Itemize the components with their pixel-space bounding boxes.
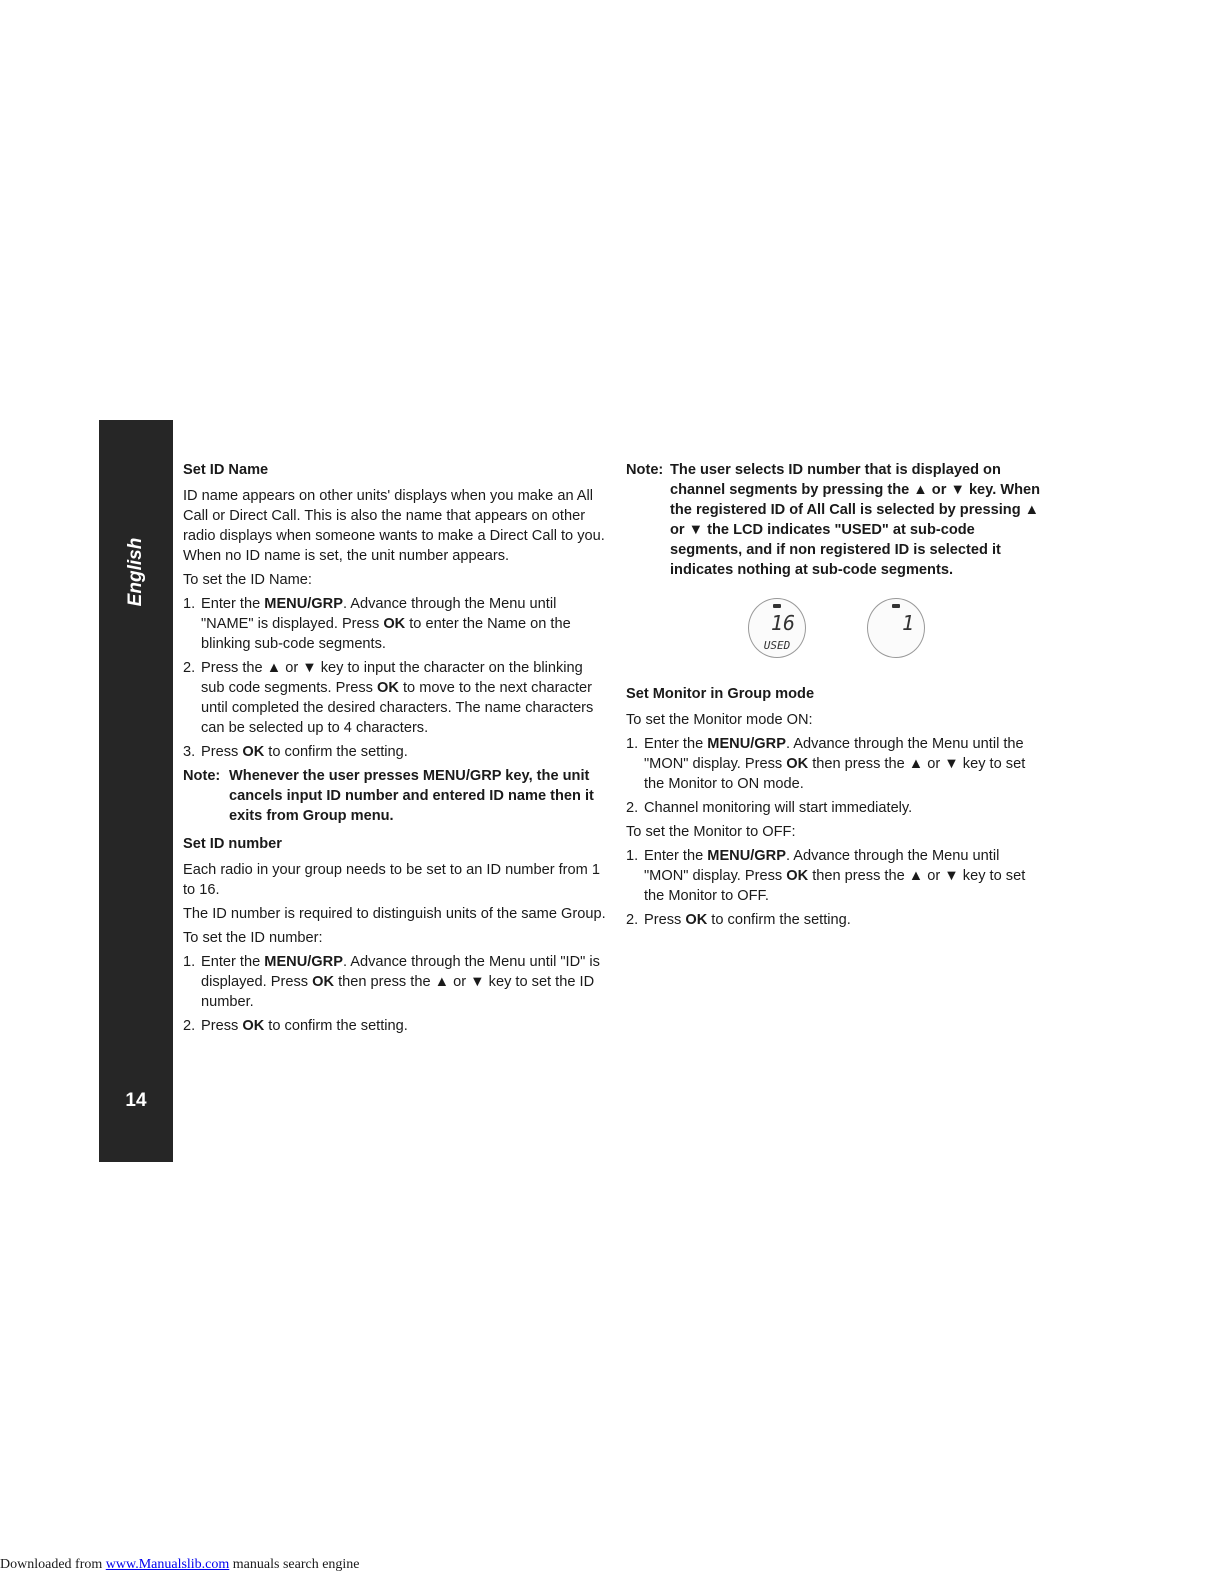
key-label: OK bbox=[377, 680, 399, 696]
step-number: 1. bbox=[626, 736, 639, 752]
step-item bbox=[626, 798, 1046, 818]
step-text: Enter the bbox=[644, 848, 708, 864]
section-title-set-id-name: Set ID Name bbox=[183, 462, 269, 478]
footer-prefix: Downloaded from bbox=[0, 1557, 106, 1572]
lcd-illustrations bbox=[626, 598, 1046, 660]
lcd-channel-number: 1 bbox=[901, 611, 914, 635]
note-label: Note: bbox=[626, 462, 664, 478]
step-text: to enter the Name on the blinking sub-code segments. bbox=[201, 616, 571, 652]
step-item bbox=[183, 658, 608, 738]
step-number: 2. bbox=[626, 800, 639, 816]
step-text: to confirm the setting. bbox=[264, 744, 408, 760]
step-text: Enter the bbox=[644, 736, 708, 752]
step-text: to confirm the setting. bbox=[707, 912, 851, 928]
step-number: 1. bbox=[183, 954, 196, 970]
lcd-subcode: USED bbox=[763, 639, 791, 652]
key-label: OK bbox=[312, 974, 335, 990]
step-item bbox=[183, 952, 608, 1012]
paragraph: To set the Monitor mode ON: bbox=[626, 712, 813, 728]
step-item bbox=[183, 742, 608, 762]
battery-icon bbox=[892, 604, 900, 608]
key-label: MENU/GRP bbox=[264, 954, 343, 970]
step-item bbox=[626, 846, 1046, 906]
key-label: OK bbox=[786, 868, 809, 884]
step-text: then press the ▲ or ▼ key to set the Monitor to OFF. bbox=[644, 868, 1026, 904]
key-label: OK bbox=[383, 616, 406, 632]
step-number: 2. bbox=[183, 1018, 196, 1034]
section-title-set-id-number: Set ID number bbox=[183, 836, 282, 852]
step-text: Press bbox=[644, 912, 686, 928]
note-block bbox=[626, 460, 1046, 580]
step-item bbox=[183, 594, 608, 654]
battery-icon bbox=[773, 604, 781, 608]
step-text: to move to the next character until completed the desired characters. The name characters can be selected up to 4 characters. bbox=[201, 680, 594, 736]
language-sidebar bbox=[99, 420, 173, 1162]
step-number: 2. bbox=[626, 912, 639, 928]
footer-suffix: manuals search engine bbox=[229, 1557, 360, 1572]
step-text: Press bbox=[201, 744, 243, 760]
page-number: 14 bbox=[125, 1090, 147, 1111]
step-text: Enter the bbox=[201, 954, 265, 970]
paragraph: ID name appears on other units' displays when you make an All Call or Direct Call. This is also the name that appears on other radio displays when someone wants to make a Direct Call to you. When no ID name is set, the unit number appears. bbox=[183, 488, 605, 564]
step-text: Enter the bbox=[201, 596, 265, 612]
step-item bbox=[183, 1016, 608, 1036]
sidebar-language-label: English bbox=[125, 537, 146, 607]
key-label: OK bbox=[786, 756, 809, 772]
step-number: 1. bbox=[183, 596, 196, 612]
step-text: . Advance through the Menu until "NAME" is displayed. Press bbox=[201, 596, 557, 632]
key-label: OK bbox=[242, 744, 265, 760]
note-label: Note: bbox=[183, 768, 221, 784]
note-text: The user selects ID number that is displayed on channel segments by pressing the ▲ or ▼ key. When the registered ID of All Call is selected by pressing ▲ or ▼ the LCD indicates "USED" at sub-code segments, and if non registered ID is selected it indicates nothing at sub-code segments. bbox=[670, 462, 1041, 578]
paragraph: Each radio in your group needs to be set to an ID number from 1 to 16. bbox=[183, 862, 600, 898]
step-item bbox=[626, 910, 1046, 930]
step-text: . Advance through the Menu until "MON" display. Press bbox=[644, 848, 1000, 884]
step-text: Press the ▲ or ▼ key to input the character on the blinking sub code segments. Press bbox=[201, 660, 583, 696]
step-text: then press the ▲ or ▼ key to set the ID number. bbox=[201, 974, 595, 1010]
paragraph: To set the Monitor to OFF: bbox=[626, 824, 796, 840]
key-label: OK bbox=[685, 912, 708, 928]
key-label: MENU/GRP bbox=[707, 848, 786, 864]
manualslib-link[interactable]: www.Manualslib.com bbox=[105, 1557, 230, 1572]
step-number: 3. bbox=[183, 744, 196, 760]
step-item bbox=[626, 734, 1046, 794]
step-text: to confirm the setting. bbox=[264, 1018, 408, 1034]
key-label: MENU/GRP bbox=[264, 596, 343, 612]
lcd-display-blank bbox=[867, 598, 925, 658]
paragraph: The ID number is required to distinguish units of the same Group. bbox=[183, 906, 606, 922]
left-column bbox=[183, 460, 608, 1040]
step-text: . Advance through the Menu until "ID" is displayed. Press bbox=[201, 954, 600, 990]
note-text: Whenever the user presses MENU/GRP key, the unit cancels input ID number and entered ID name then it exits from Group menu. bbox=[229, 768, 594, 824]
lcd-display-used bbox=[748, 598, 806, 658]
step-text: Press bbox=[201, 1018, 243, 1034]
right-column bbox=[626, 460, 1046, 934]
section-title-set-monitor: Set Monitor in Group mode bbox=[626, 686, 815, 702]
download-footer bbox=[0, 1557, 360, 1573]
paragraph: To set the ID Name: bbox=[183, 572, 312, 588]
step-number: 2. bbox=[183, 660, 196, 676]
step-text: Channel monitoring will start immediately. bbox=[644, 800, 913, 816]
key-label: OK bbox=[242, 1018, 265, 1034]
step-number: 1. bbox=[626, 848, 639, 864]
lcd-channel-number: 16 bbox=[770, 611, 795, 635]
key-label: MENU/GRP bbox=[707, 736, 786, 752]
step-text: . Advance through the Menu until the "MON" display. Press bbox=[644, 736, 1024, 772]
paragraph: To set the ID number: bbox=[183, 930, 323, 946]
note-block bbox=[183, 766, 608, 826]
step-text: then press the ▲ or ▼ key to set the Monitor to ON mode. bbox=[644, 756, 1026, 792]
